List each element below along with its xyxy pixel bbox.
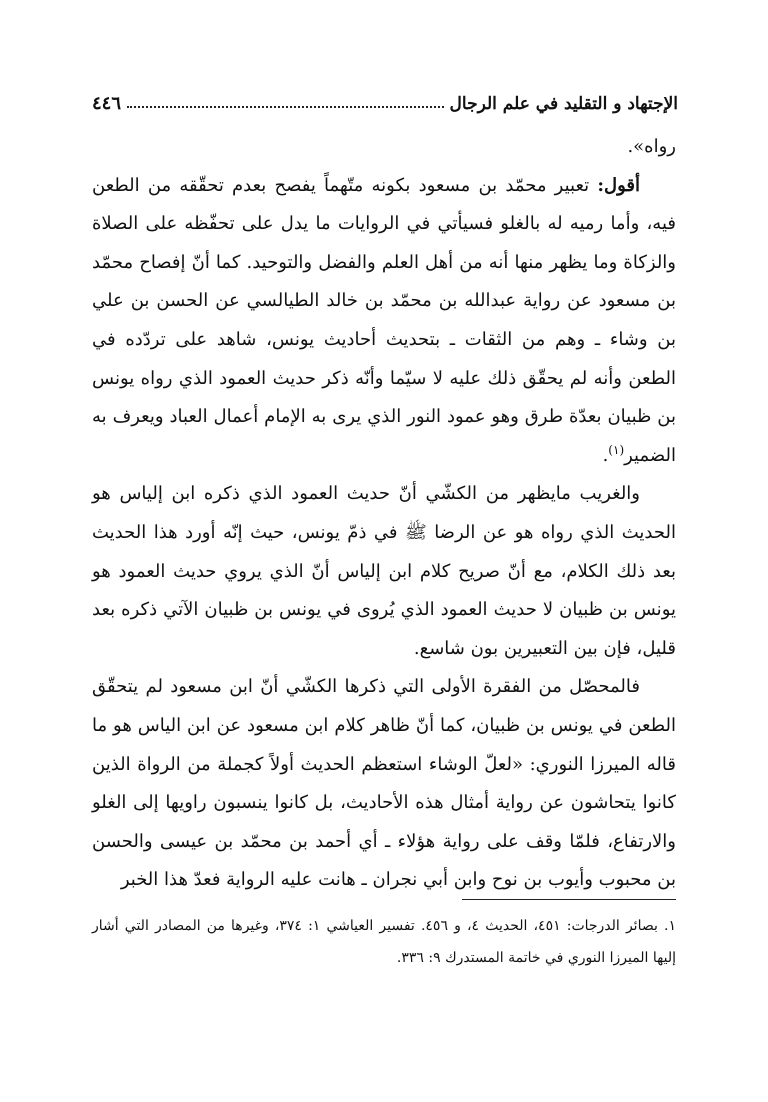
footnote-1: ١. بصائر الدرجات: ٤٥١، الحديث ٤، و ٤٥٦. تفسير العياشي ١: ٣٧٤، وغيرها من المصادر التي أشار إليها الميرزا النوري في خاتمة المستدرك ٩: ٣٣٦. bbox=[92, 918, 676, 966]
footnote-separator bbox=[462, 899, 676, 900]
paragraph-text: تعبير محمّد بن مسعود بكونه متّهماً يفصح بعدم تحقّقه من الطعن فيه، وأما رميه له بالغلو فسيأتي في الروايات ما يدل على تحفّظه على الصلاة والزكاة وما يظهر منها أنه من أهل العلم والفضل والتوحيد. كما أنّ إفصاح محمّد بن مسعود عن رواية عبدالله بن محمّد بن خالد الطيالسي عن الحسن بن علي بن وشاء ـ وهم من الثقات ـ بتحديث أحاديث يونس، شاهد على تردّده في الطعن وأنه لم يحقّق ذلك عليه لا سيّما وأنّه ذكر حديث العمود الذي رواه يونس بن ظبيان بعدّة طرق وهو عمود النور الذي يرى به الإمام أعمال العباد ويعرف به الضمير bbox=[92, 174, 676, 466]
page-number: ٤٤٦ bbox=[92, 93, 122, 114]
running-title: الإجتهاد و التقليد في علم الرجال bbox=[449, 94, 678, 114]
body-text bbox=[92, 128, 676, 900]
paragraph-tail: . bbox=[602, 444, 609, 466]
footnote-reference[interactable]: (١) bbox=[608, 442, 625, 457]
paragraph-text: والغريب مايظهر من الكشّي أنّ حديث العمود الذي ذكره ابن إلياس هو الحديث الذي رواه هو عن الرضا ﷺ في ذمّ يونس، حيث إنّه أورد هذا الحديث بعد ذلك الكلام، مع أنّ صريح كلام ابن إلياس أنّ الذي يروي حديث العمود هو يونس بن ظبيان لا حديث العمود الذي يُروى في يونس بن ظبيان الآتي ذكره بعد قليل، فإن بين التعبيرين بون شاسع. bbox=[92, 483, 676, 659]
paragraph-text: فالمحصّل من الفقرة الأولى التي ذكرها الكشّي أنّ ابن مسعود لم يتحقّق الطعن في يونس بن ظبيان، كما أنّ ظاهر كلام ابن مسعود عن ابن الياس هو ما قاله الميرزا النوري: «لعلّ الوشاء استعظم الحديث أولاً كجملة من الرواة الذين كانوا يتحاشون عن رواية أمثال هذه الأحاديث، بل كانوا ينسبون راويها إلى الغلو والارتفاع، فلمّا وقف على رواية هؤلاء ـ أي أحمد بن محمّد بن عيسى والحسن بن محبوب وأيوب بن نوح وابن أبي نجران ـ هانت عليه الرواية فعدّ هذا الخبر bbox=[92, 676, 676, 891]
leader-dots bbox=[127, 105, 444, 108]
paragraph-gharib bbox=[92, 475, 676, 668]
paragraph-muhassal bbox=[92, 668, 676, 900]
paragraph-lead-word: أقول: bbox=[597, 174, 640, 196]
paragraph-text: رواه». bbox=[627, 136, 676, 157]
paragraph-continuation bbox=[92, 128, 676, 167]
footnotes bbox=[92, 910, 676, 974]
running-header bbox=[92, 84, 678, 114]
paragraph-aqul bbox=[92, 167, 676, 476]
